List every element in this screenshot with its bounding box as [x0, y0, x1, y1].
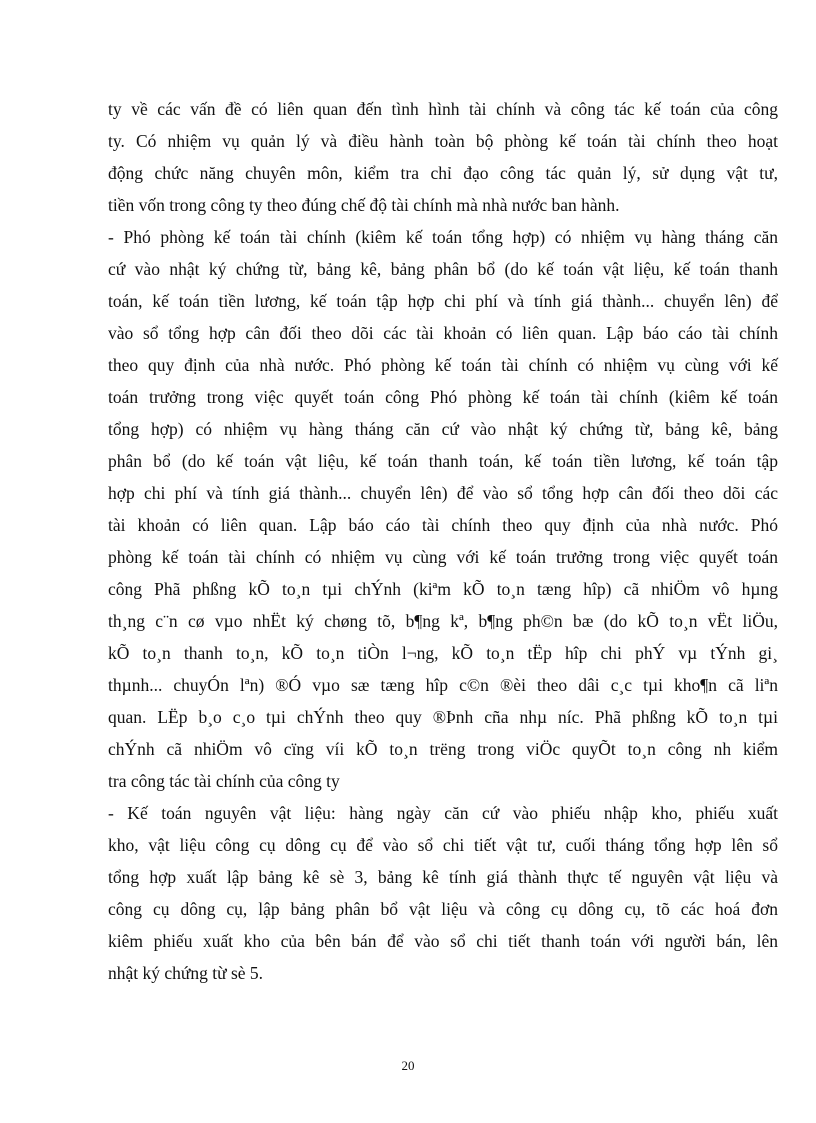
text-line: tra công tác tài chính của công ty [108, 771, 340, 791]
document-body [108, 93, 778, 989]
text-line: động chức năng chuyên môn, kiểm tra chỉ đạo công tác quản lý, sử dụng vật tư, [108, 163, 778, 183]
text-line: cứ vào nhật ký chứng từ, bảng kê, bảng phân bổ (do kế toán vật liệu, kế toán thanh [108, 259, 778, 279]
text-line: phòng kế toán tài chính có nhiệm vụ cùng với kế toán trưởng trong việc quyết toán [108, 547, 778, 567]
text-line: phân bổ (do kế toán vật liệu, kế toán thanh toán, kế toán tiền lương, kế toán tập [108, 451, 778, 471]
page-number: 20 [401, 1058, 415, 1073]
text-line: chÝnh cã nhiÖm vô cïng víi kÕ to¸n trëng trong viÖc quyÕt to¸n công nh kiểm [108, 739, 778, 759]
text-line: nhật ký chứng từ sè 5. [108, 963, 264, 983]
text-line: công Phã phßng kÕ to¸n tµi chÝnh (kiªm kÕ to¸n tæng hîp) cã nhiÖm vô hµng [108, 579, 778, 599]
text-line: thµnh... chuyÓn lªn) ®Ó vµo sæ tæng hîp c©n ®èi theo dâi c¸c tµi kho¶n cã liªn [108, 675, 778, 695]
text-line: công cụ dông cụ, lập bảng phân bổ vật liệu và công cụ dông cụ, tõ các hoá đơn [108, 899, 778, 919]
text-line: ty về các vấn đề có liên quan đến tình hình tài chính và công tác kế toán của công [108, 99, 778, 119]
text-line: kho, vật liệu công cụ dông cụ để vào sổ chi tiết vật tư, cuối tháng tổng hợp lên sổ [108, 835, 778, 855]
text-line: tiền vốn trong công ty theo đúng chế độ tài chính mà nhà nước ban hành. [108, 195, 620, 215]
text-line: th¸ng c¨n cø vµo nhËt ký chøng tõ, b¶ng kª, b¶ng ph©n bæ (do kÕ to¸n vËt liÖu, [108, 611, 778, 631]
text-line: vào sổ tổng hợp cân đối theo dõi các tài khoản có liên quan. Lập báo cáo tài chính [108, 323, 778, 343]
text-line: theo quy định của nhà nước. Phó phòng kế toán tài chính có nhiệm vụ cùng với kế [108, 355, 778, 375]
text-line: tổng hợp) có nhiệm vụ hàng tháng căn cứ vào nhật ký chứng từ, bảng kê, bảng [108, 419, 778, 439]
text-line: tổng hợp xuất lập bảng kê sè 3, bảng kê tính giá thành thực tế nguyên vật liệu và [108, 867, 778, 887]
text-line: kÕ to¸n thanh to¸n, kÕ to¸n tiÒn l¬ng, kÕ to¸n tËp hîp chi phÝ vµ tÝnh gi¸ [108, 643, 778, 663]
text-line: toán, kế toán tiền lương, kế toán tập hợp chi phí và tính giá thành... chuyển lên) để [108, 291, 778, 311]
text-line: tài khoản có liên quan. Lập báo cáo tài chính theo quy định của nhà nước. Phó [108, 515, 778, 535]
text-line: toán trưởng trong việc quyết toán công Phó phòng kế toán tài chính (kiêm kế toán [108, 387, 778, 407]
text-line: - Kế toán nguyên vật liệu: hàng ngày căn cứ vào phiếu nhập kho, phiếu xuất [108, 803, 778, 823]
text-line: - Phó phòng kế toán tài chính (kiêm kế toán tổng hợp) có nhiệm vụ hàng tháng căn [108, 227, 778, 247]
text-line: quan. LËp b¸o c¸o tµi chÝnh theo quy ®Þnh cña nhµ níc. Phã phßng kÕ to¸n tµi [108, 707, 778, 727]
text-line: ty. Có nhiệm vụ quản lý và điều hành toàn bộ phòng kế toán tài chính theo hoạt [108, 131, 778, 151]
text-line: hợp chi phí và tính giá thành... chuyển lên) để vào sổ tổng hợp cân đối theo dõi các [108, 483, 778, 503]
text-line: kiêm phiếu xuất kho của bên bán để vào sổ chi tiết thanh toán với người bán, lên [108, 931, 778, 951]
